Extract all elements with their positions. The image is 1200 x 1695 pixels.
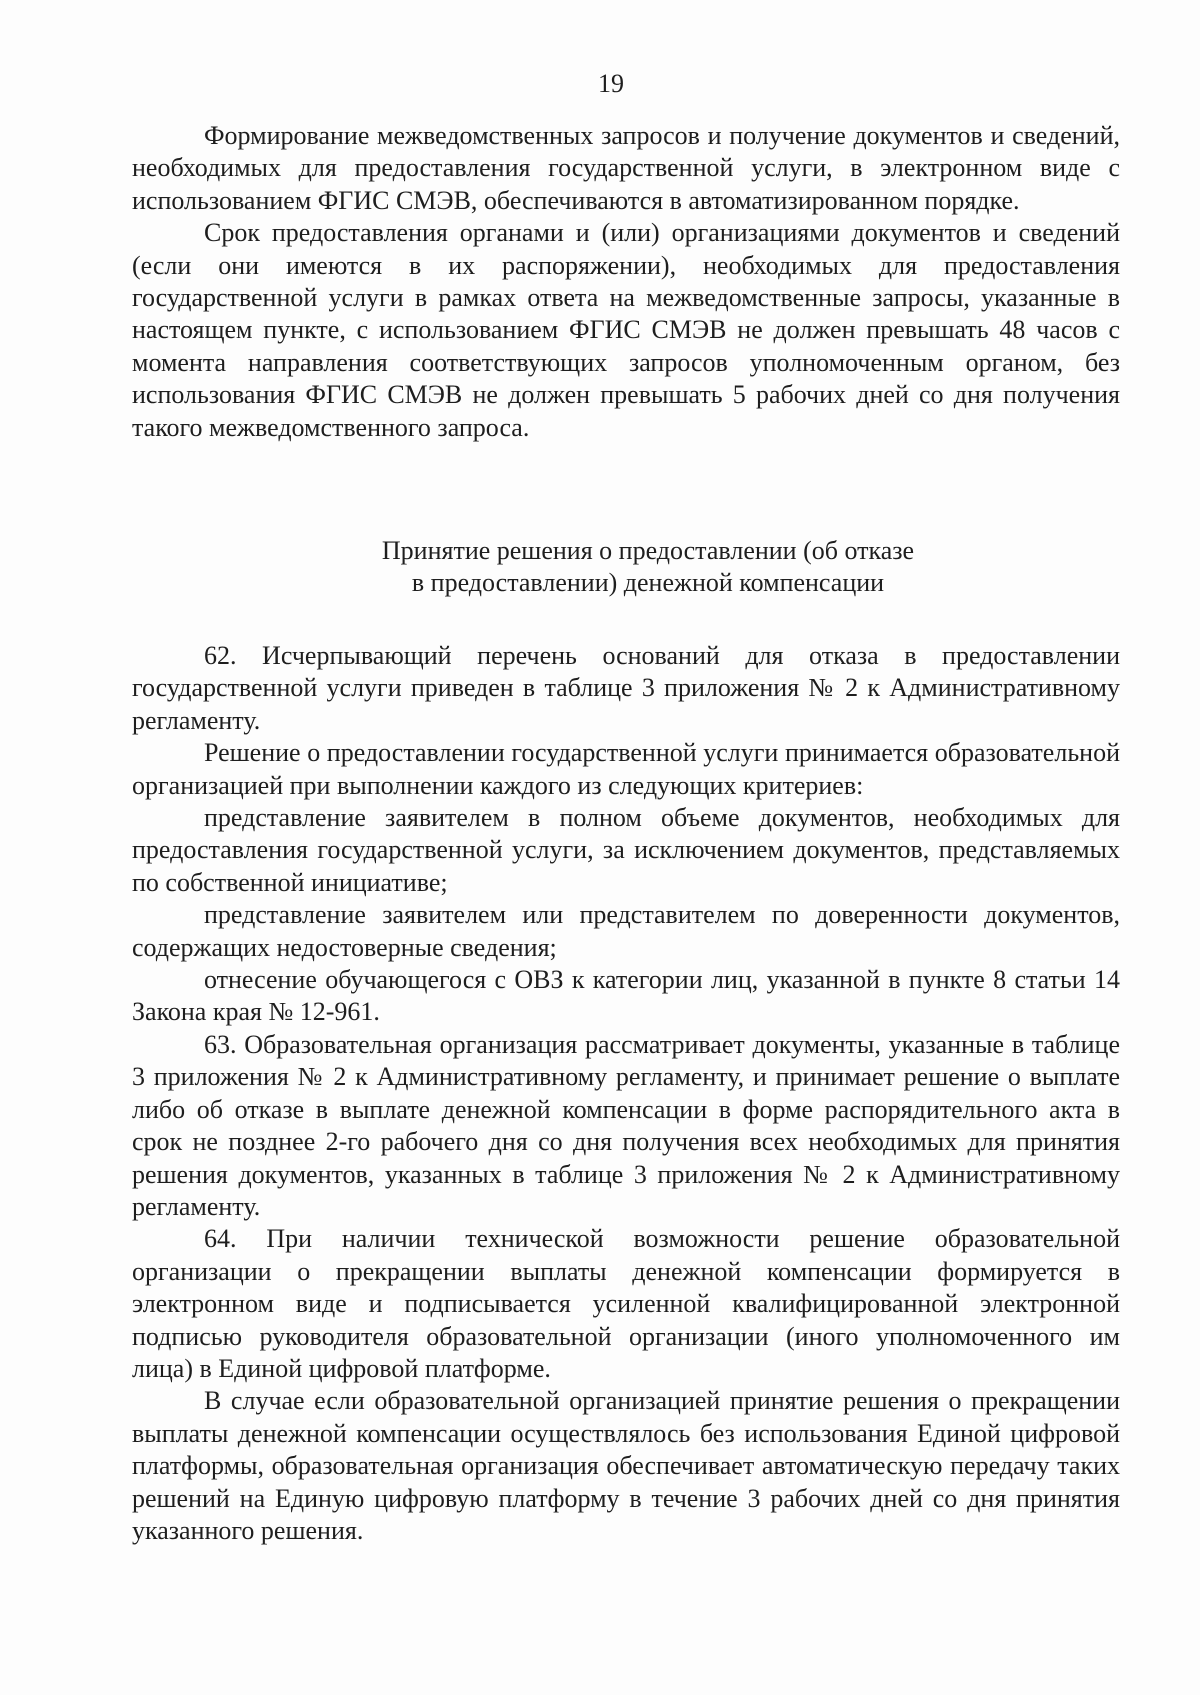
criterion-proxy-documents: представление заявителем или представителем по доверенности документов, содержащих недостоверные сведения;	[132, 900, 1120, 962]
paragraph-response-deadline: Срок предоставления органами и (или) организациями документов и сведений (если они имеются в их распоряжении), необходимых для предоставления государственной услуги в рамках ответа на межведомственные запросы, указанные в настоящем пункте, с использованием ФГИС СМЭВ не должен превышать 48 часов с момента направления соответствующих запросов уполномоченным органом, без использования ФГИС СМЭВ не должен превышать 5 рабочих дней со дня получения такого межведомственного запроса.	[132, 218, 1120, 442]
paragraph-64-electronic-decision: 64. При наличии технической возможности решение образовательной организации о прекращении выплаты денежной компенсации формируется в электронном виде и подписывается усиленной квалифицированной электронной подписью руководителя образовательной организации (иного уполномоченного им лица) в Единой цифровой платформе.	[132, 1224, 1120, 1383]
paragraph-interagency-requests: Формирование межведомственных запросов и получение документов и сведений, необходимых для предоставления государственной услуги, в электронном виде с использованием ФГИС СМЭВ, обеспечиваются в автоматизированном порядке.	[132, 121, 1120, 215]
paragraph-decision-criteria: Решение о предоставлении государственной услуги принимается образовательной организацией при выполнении каждого из следующих критериев:	[132, 738, 1120, 800]
criterion-full-documents: представление заявителем в полном объеме документов, необходимых для предоставления государственной услуги, за исключением документов, представляемых по собственной инициативе;	[132, 803, 1120, 897]
criterion-ovz-category: отнесение обучающегося с ОВЗ к категории лиц, указанной в пункте 8 статьи 14 Закона края № 12-961.	[132, 965, 1120, 1027]
section-heading-line-1: Принятие решения о предоставлении (об отказе	[381, 536, 915, 565]
paragraph-63-review: 63. Образовательная организация рассматривает документы, указанные в таблице 3 приложения № 2 к Административному регламенту, и принимает решение о выплате либо об отказе в выплате денежной компенсации в форме распорядительного акта в срок не позднее 2-го рабочего дня со дня получения всех необходимых для принятия решения документов, указанных в таблице 3 приложения № 2 к Административному регламенту.	[132, 1029, 1120, 1221]
paragraph-automatic-transfer: В случае если образовательной организацией принятие решения о прекращении выплаты денежной компенсации осуществлялось без использования Единой цифровой платформы, образовательная организация обеспечивает автоматическую передачу таких решений на Единую цифровую платформу в течение 3 рабочих дней со дня принятия указанного решения.	[132, 1386, 1120, 1545]
page-number: 19	[598, 69, 624, 98]
section-heading	[132, 535, 1120, 600]
paragraph-62-grounds-for-refusal: 62. Исчерпывающий перечень оснований для отказа в предоставлении государственной услуги приведен в таблице 3 приложения № 2 к Административному регламенту.	[132, 641, 1120, 735]
top-section	[132, 120, 1120, 444]
bottom-section	[132, 640, 1120, 1547]
section-heading-line-2: в предоставлении) денежной компенсации	[411, 568, 885, 598]
